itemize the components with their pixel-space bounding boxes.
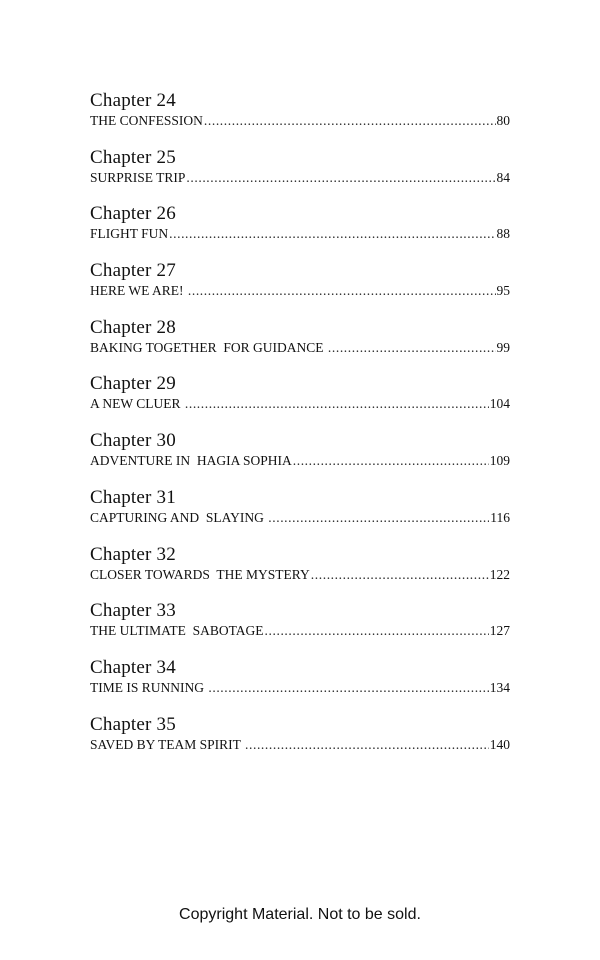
toc-entry-25 xyxy=(90,147,510,204)
dot-leader xyxy=(328,339,496,356)
chapter-label: Chapter 33 xyxy=(90,600,176,622)
toc-entry-24 xyxy=(90,90,510,147)
chapter-title: FLIGHT FUN xyxy=(90,226,169,242)
dot-leader xyxy=(268,509,489,526)
chapter-title: TIME IS RUNNING xyxy=(90,679,208,695)
chapter-label: Chapter 30 xyxy=(90,430,176,452)
page-number: 134 xyxy=(489,679,510,695)
dot-leader xyxy=(204,112,496,129)
chapter-label: Chapter 32 xyxy=(90,543,176,565)
page-number: 84 xyxy=(496,169,510,185)
page-number: 109 xyxy=(489,453,510,469)
toc-title-row xyxy=(90,395,510,412)
toc-entry-35 xyxy=(90,714,510,771)
toc-title-row xyxy=(90,509,510,526)
toc-entry-33 xyxy=(90,600,510,657)
toc-entry-30 xyxy=(90,430,510,487)
page-number: 80 xyxy=(496,113,510,128)
toc-entry-26 xyxy=(90,203,510,260)
chapter-title: THE CONFESSION xyxy=(90,113,203,128)
dot-leader xyxy=(311,566,489,583)
toc-entry-31 xyxy=(90,487,510,544)
chapter-title: BAKING TOGETHER FOR GUIDANCE xyxy=(90,339,327,355)
page-number: 116 xyxy=(490,509,510,525)
dot-leader xyxy=(169,225,495,242)
toc-entry-34 xyxy=(90,657,510,714)
chapter-label: Chapter 28 xyxy=(90,316,176,338)
chapter-label: Chapter 29 xyxy=(90,373,176,395)
toc-entry-27 xyxy=(90,260,510,317)
toc-entry-32 xyxy=(90,544,510,601)
chapter-label: Chapter 35 xyxy=(90,713,176,735)
chapter-title: THE ULTIMATE SABOTAGE xyxy=(90,623,264,639)
toc-title-row xyxy=(90,225,510,242)
toc-entry-28 xyxy=(90,317,510,374)
chapter-title: ADVENTURE IN HAGIA SOPHIA xyxy=(90,453,292,469)
page-number: 95 xyxy=(496,283,510,299)
chapter-title: SAVED BY TEAM SPIRIT xyxy=(90,736,245,752)
toc-title-row xyxy=(90,339,510,356)
page-number: 140 xyxy=(489,736,510,752)
page-number: 104 xyxy=(489,396,510,412)
toc-title-row xyxy=(90,679,510,696)
chapter-title: SURPRISE TRIP xyxy=(90,169,186,185)
toc-title-row xyxy=(90,622,510,639)
dot-leader xyxy=(188,282,496,299)
chapter-label: Chapter 27 xyxy=(90,260,176,282)
chapter-label: Chapter 24 xyxy=(90,90,176,111)
toc-title-row xyxy=(90,566,510,583)
chapter-title: A NEW CLUER xyxy=(90,396,184,412)
table-of-contents xyxy=(90,90,510,770)
toc-entry-29 xyxy=(90,373,510,430)
chapter-label: Chapter 31 xyxy=(90,486,176,508)
chapter-title: CLOSER TOWARDS THE MYSTERY xyxy=(90,566,310,582)
dot-leader xyxy=(245,736,489,753)
page-number: 122 xyxy=(489,566,510,582)
chapter-label: Chapter 34 xyxy=(90,656,176,678)
dot-leader xyxy=(186,169,495,186)
chapter-title: HERE WE ARE! xyxy=(90,283,187,299)
dot-leader xyxy=(185,395,489,412)
toc-title-row xyxy=(90,282,510,299)
chapter-label: Chapter 25 xyxy=(90,146,176,168)
toc-title-row xyxy=(90,169,510,186)
toc-title-row xyxy=(90,736,510,753)
dot-leader xyxy=(208,679,488,696)
copyright-footer: Copyright Material. Not to be sold. xyxy=(179,906,421,923)
chapter-title: CAPTURING AND SLAYING xyxy=(90,509,268,525)
dot-leader xyxy=(265,622,489,639)
dot-leader xyxy=(293,452,489,469)
page-number: 99 xyxy=(496,339,510,355)
toc-title-row xyxy=(90,112,510,129)
chapter-label: Chapter 26 xyxy=(90,203,176,225)
toc-title-row xyxy=(90,452,510,469)
page-number: 127 xyxy=(489,623,510,639)
page-number: 88 xyxy=(496,226,510,242)
